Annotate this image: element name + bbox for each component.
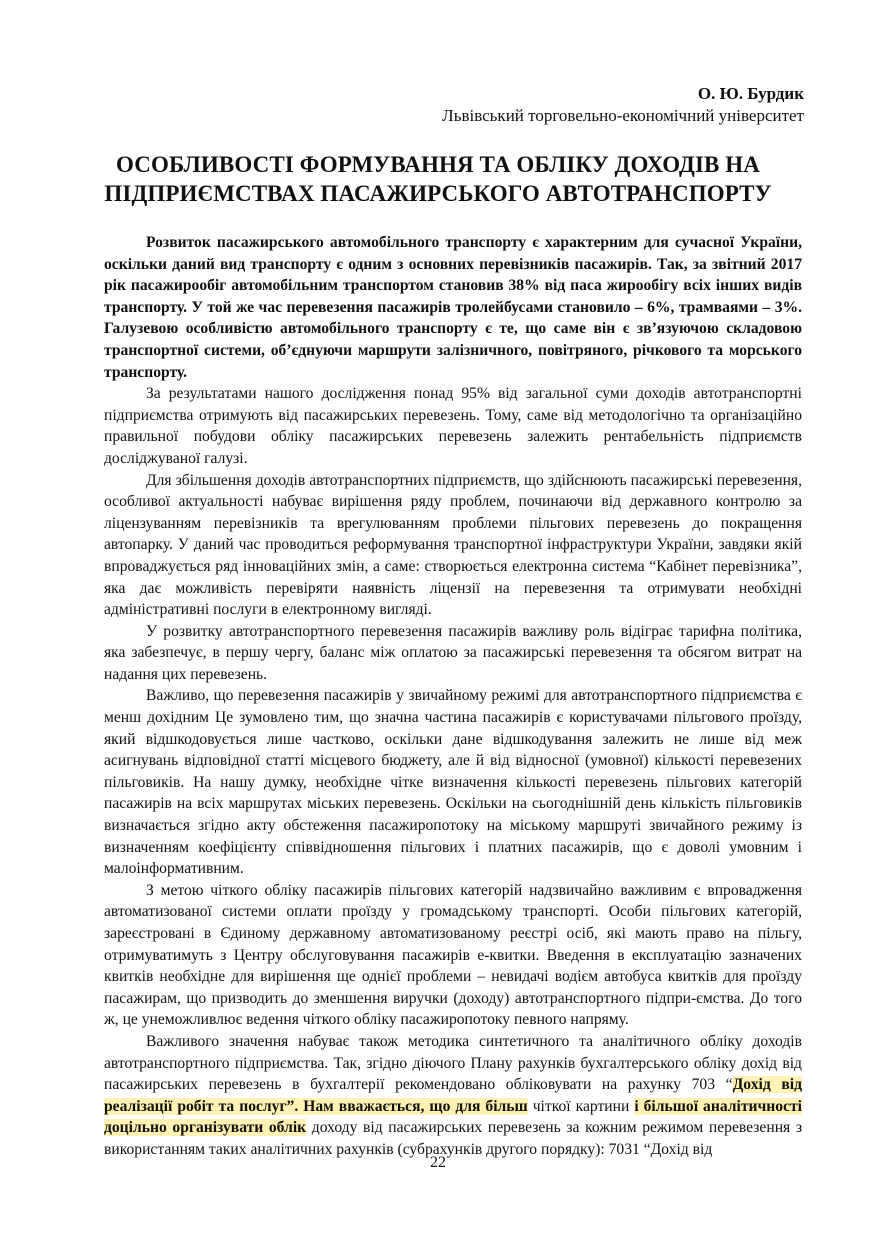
text-run: Важливого значення набуває також методика синтетичного та аналітичного обліку доходів автотранспортного підприємства. Так, згідно діючого Плану рахунків бухгалтерського обліку дохід від пасажирських перевезень в бухгалтерії рекомендовано обліковувати на рахунку 703 “ [104, 1032, 802, 1094]
article-body [104, 232, 802, 1161]
paragraph: Важливо, що перевезення пасажирів у звичайному режимі для автотранспортного підприємства є менш дохідним Це зумовлено тим, що значна частина пасажирів є користувачами пільгового проїзду, який відшкодовується лише частково, оскільки дане відшкодування залежить не лише від меж асигнувань відповідної статті місцевого бюджету, але й від відносної (умовної) кількості перевезених пільговиків. На нашу думку, необхідне чітке визначення кількості перевезень пільгових категорій пасажирів на всіх маршрутах міських перевезень. Оскільки на сьогоднішній день кількість пільговиків визначається згідно акту обстеження пасажиропотоку на міському маршруті звичайного режиму із визначенням коефіцієнту співвідношення пільгових і платних пасажирів, що є доволі умовним і малоінформативним. [104, 687, 802, 878]
title-line-1: ОСОБЛИВОСТІ ФОРМУВАННЯ ТА ОБЛІКУ ДОХОДІВ НА [115, 152, 761, 177]
paragraph: З метою чіткого обліку пасажирів пільгових категорій надзвичайно важливим є впровадження автоматизованої системи оплати проїзду у громадському транспорті. Особи пільгових категорій, зареєстровані в Єдиному державному автоматизованому реєстрі осіб, які мають право на пільгу, отримуватимуть з Центру обслуговування пасажирів е-квитки. Введення в експлуатацію зазначених квитків необхідне для вирішення ще однієї проблеми – невидачі водієм автобуса квитків для проїзду пасажирам, що призводить до зменшення виручки (доходу) автотранспортного підпри-ємства. До того ж, це унеможливлює ведення чіткого обліку пасажиропотоку певного напряму. [104, 881, 802, 1029]
title-line-2: ПІДПРИЄМСТВАХ ПАСАЖИРСЬКОГО АВТОТРАНСПОРТУ [104, 181, 772, 206]
paragraph: За результатами нашого дослідження понад 95% від загальної суми доходів автотранспортні підприємства отримують від пасажирських перевезень. Тому, саме від методологічно та організаційно правильної побудови обліку пасажирських перевезень залежить рентабельність підприємств досліджуваної галузі. [104, 385, 802, 467]
text-run: доходу від пасажирських перевезень за кожним режимом перевезення з використанням таких аналітичних рахунків (субрахунків другого порядку): 7031 “Дохід від [104, 1119, 802, 1158]
paragraph-intro: Розвиток пасажирського автомобільного транспорту є характерним для сучасної України, оскільки даний вид транспорту є одним з основних перевізників пасажирів. Так, за звітний 2017 рік пасажирообіг автомобільним транспортом становив 38% від паса жирообігу всіх інших видів транспорту. У той же час перевезення пасажирів тролейбусами становило – 6%, трамваями – 3%. Галузевою особливістю автомобільного транспорту є те, що саме він є зв’язуючою складовою транспортної системи, об’єднуючи маршрути залізничного, повітряного, річкового та морського транспорту. [104, 234, 802, 381]
author-name: О. Ю. Бурдик [697, 84, 804, 103]
author-affiliation: Львівський торговельно-економічний університет [442, 106, 804, 125]
paragraph: У розвитку автотранспортного перевезення пасажирів важливу роль відіграє тарифна політика, яка забезпечує, в першу чергу, баланс між оплатою за пасажирські перевезення та обсягом витрат на надання цих перевезень. [104, 622, 802, 683]
highlighted-text: Дохід від реалізації робіт та послуг”. Нам вважається, що для більш [104, 1076, 802, 1115]
page-number: 22 [430, 1154, 446, 1171]
article-title [100, 150, 776, 208]
paragraph-accounting [104, 1031, 802, 1161]
paragraph: Для збільшення доходів автотранспортних підприємств, що здійснюють пасажирські перевезення, особливої актуальності набуває вирішення ряду проблем, починаючи від державного контролю за ліцензуванням перевізників та врегулюванням проблеми пільгових перевезень до покращення автопарку. У даний час проводиться реформування транспортної інфраструктури України, завдяки якій впроваджується ряд інноваційних змін, а саме: створюється електронна система “Кабінет перевізника”, яка дає можливість перевіряти наявність ліцензії на перевезення та отримувати необхідні адміністративні послуги в електронному вигляді. [104, 471, 802, 619]
highlighted-text: і більшої аналітичності доцільно організувати облік [104, 1097, 802, 1137]
text-run: чіткої картини [527, 1097, 635, 1115]
